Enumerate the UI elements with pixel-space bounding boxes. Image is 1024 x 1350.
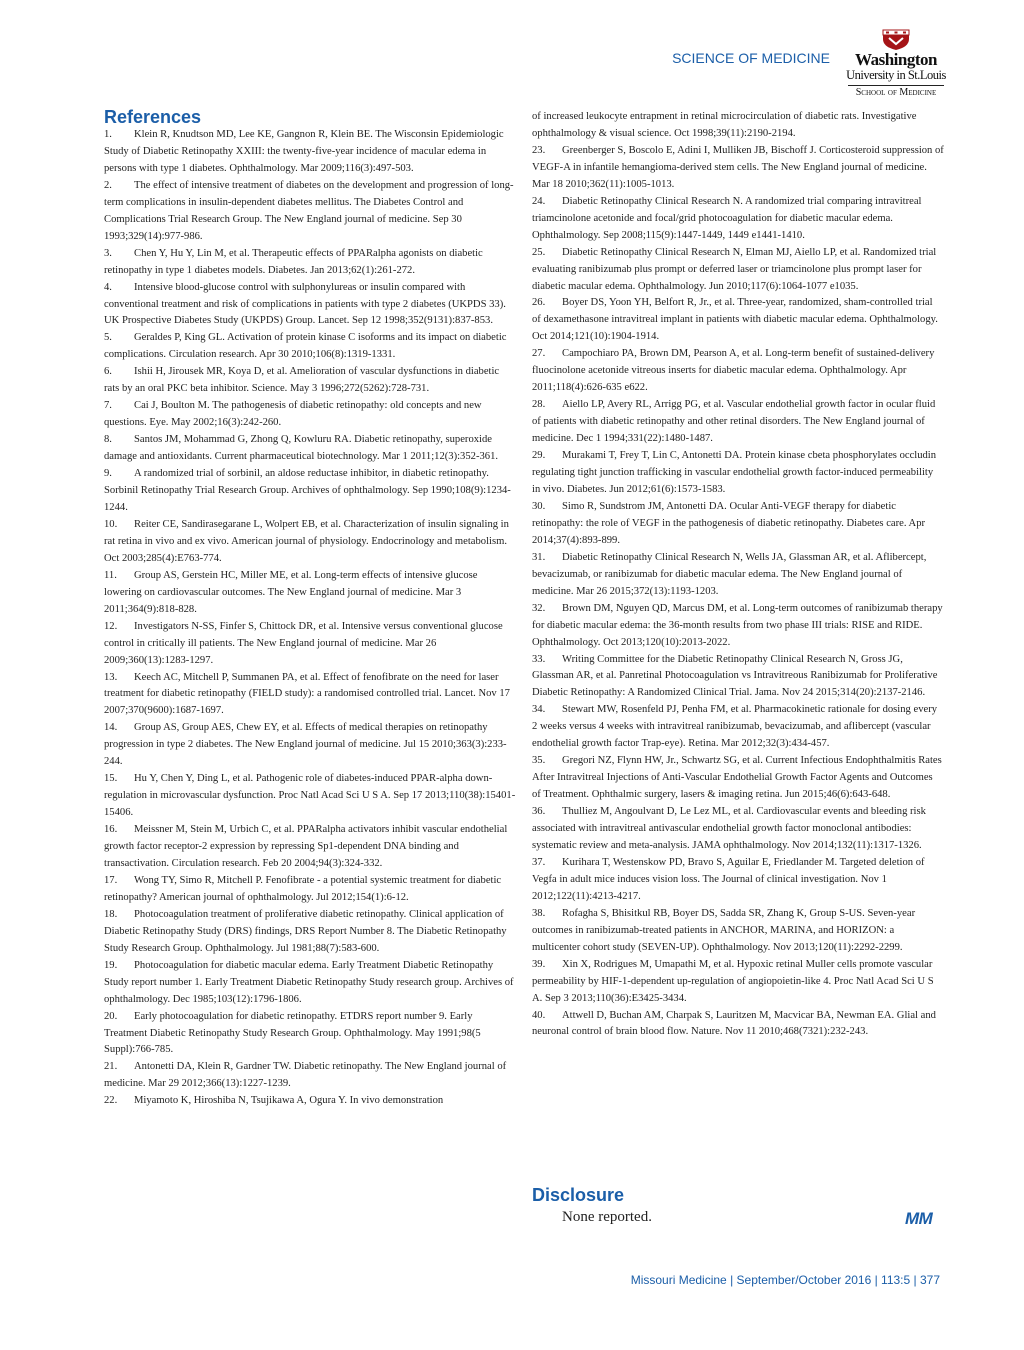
reference-item <box>532 448 944 499</box>
reference-text: Photocoagulation treatment of proliferative diabetic retinopathy. Clinical application of Diabetic Retinopathy Study (DRS) findings, DRS Report Number 8. The Diabetic Retinopathy Study Research Group. Ophthalmology. Jul 1981;88(7):583-600. <box>104 908 507 954</box>
reference-item <box>532 245 944 296</box>
reference-text: Greenberger S, Boscolo E, Adini I, Mulliken JB, Bischoff J. Corticosteroid suppression of VEGF-A in infantile hemangioma-derived stem cells. The New England journal of medicine. Mar 18 2010;362(11):1005-1013. <box>532 144 944 190</box>
reference-text: Simo R, Sundstrom JM, Antonetti DA. Ocular Anti-VEGF therapy for diabetic retinopathy: the role of VEGF in the pathogenesis of diabetic retinopathy. Diabetes care. Apr 2014;37(4):893-899. <box>532 500 926 546</box>
reference-number: 21. <box>104 1061 118 1073</box>
reference-text: Boyer DS, Yoon YH, Belfort R, Jr., et al. Three-year, randomized, sham-controlled trial of dexamethasone intravitreal implant in patients with diabetic macular edema. Ophthalmology. Oct 2014;121(10):1904-1914. <box>532 297 938 343</box>
reference-number: 39. <box>532 958 546 970</box>
reference-item <box>532 295 944 346</box>
reference-text: A randomized trial of sorbinil, an aldose reductase inhibitor, in diabetic retinopathy. Sorbinil Retinopathy Trial Research Group. Archives of ophthalmology. Sep 1990;108(9):1234-1244. <box>104 468 511 513</box>
reference-item <box>104 127 516 178</box>
university-shield-icon <box>881 29 911 51</box>
reference-item <box>104 907 516 958</box>
reference-item <box>532 753 944 804</box>
disclosure-heading: Disclosure <box>532 1185 625 1205</box>
reference-continuation: of increased leukocyte entrapment in retinal microcirculation of diabetic rats. Investigative ophthalmology & visual science. Oct 1998;39(11):2190-2194. <box>532 111 917 139</box>
references-right-column <box>532 109 944 1041</box>
reference-item <box>532 957 944 1008</box>
reference-item <box>104 1009 516 1060</box>
reference-text: Attwell D, Buchan AM, Charpak S, Lauritzen M, Macvicar BA, Newman EA. Glial and neuronal control of brain blood flow. Nature. Nov 11 2010;468(7321):232-243. <box>532 1009 936 1038</box>
reference-number: 9. <box>104 468 112 480</box>
reference-item <box>532 194 944 245</box>
reference-text: Reiter CE, Sandirasegarane L, Wolpert EB, et al. Characterization of insulin signaling in rat retina in vivo and ex vivo. American journal of physiology. Endocrinology and metabolism. Oct 2003;285(4):E763-774. <box>104 518 509 564</box>
reference-item <box>532 143 944 194</box>
university-subtitle: University in St.Louis <box>846 68 946 82</box>
reference-number: 22. <box>104 1095 118 1107</box>
reference-item <box>532 601 944 652</box>
reference-text: Miyamoto K, Hiroshiba N, Tsujikawa A, Ogura Y. In vivo demonstration <box>134 1095 444 1107</box>
reference-item <box>104 246 516 280</box>
reference-number: 18. <box>104 908 118 920</box>
reference-text: Meissner M, Stein M, Urbich C, et al. PPARalpha activators inhibit vascular endothelial growth factor receptor-2 expression by repressing Sp1-dependent DNA binding and transactivation. Circulation research. Feb 20 2004;94(3):324-332. <box>104 824 508 869</box>
reference-item <box>104 466 516 517</box>
reference-number: 20. <box>104 1010 118 1022</box>
reference-number: 27. <box>532 348 546 360</box>
end-mark: MM <box>905 1209 933 1228</box>
reference-item <box>104 873 516 907</box>
reference-text: Diabetic Retinopathy Clinical Research N. A randomized trial comparing intravitreal triamcinolone acetonide and focal/grid photocoagulation for diabetic macular edema. Ophthalmology. Sep 2008;115(9):1447-1449, 1449 e1441-1410. <box>532 195 922 241</box>
disclosure-section <box>532 1186 944 1226</box>
reference-item <box>532 346 944 397</box>
reference-item <box>104 517 516 568</box>
references-left-column <box>104 108 516 1110</box>
reference-text: Antonetti DA, Klein R, Gardner TW. Diabetic retinopathy. The New England journal of medicine. Mar 29 2012;366(13):1227-1239. <box>104 1061 507 1090</box>
reference-number: 2. <box>104 179 112 191</box>
page-footer: Missouri Medicine | September/October 2016 | 113:5 | 377 <box>630 1273 940 1287</box>
reference-text: Thulliez M, Angoulvant D, Le Lez ML, et al. Cardiovascular events and bleeding risk associated with intravitreal antivascular endothelial growth factor monoclonal antibodies: systematic review and meta-analysis. JAMA ophthalmology. Nov 2014;132(11):1317-1326. <box>532 806 926 851</box>
reference-number: 14. <box>104 722 118 734</box>
reference-item <box>532 804 944 855</box>
reference-text: Hu Y, Chen Y, Ding L, et al. Pathogenic role of diabetes-induced PPAR-alpha down-regulation in microvascular dysfunction. Proc Natl Acad Sci U S A. Sep 17 2013;110(38):15401-15406. <box>104 773 516 819</box>
references-heading: References <box>104 107 202 127</box>
reference-text: Campochiaro PA, Brown DM, Pearson A, et al. Long-term benefit of sustained-delivery fluocinolone acetonide vitreous inserts for diabetic macular edema. Ophthalmology. Apr 2011;118(4):626-635 e622. <box>532 348 935 394</box>
reference-number: 40. <box>532 1009 546 1021</box>
reference-text: Early photocoagulation for diabetic retinopathy. ETDRS report number 9. Early Treatment Diabetic Retinopathy Study Research Group. Ophthalmology. May 1991;98(5 Suppl):766-785. <box>104 1010 481 1056</box>
reference-text: Investigators N-SS, Finfer S, Chittock DR, et al. Intensive versus conventional glucose control in critically ill patients. The New England journal of medicine. Mar 26 2009;360(13):1283-1297. <box>104 620 503 666</box>
reference-number: 25. <box>532 246 546 258</box>
reference-text: Diabetic Retinopathy Clinical Research N, Elman MJ, Aiello LP, et al. Randomized trial evaluating ranibizumab plus prompt or deferred laser or triamcinolone plus prompt laser for diabetic macular edema. Ophthalmology. Jun 2010;117(6):1064-1077 e1035. <box>532 246 937 292</box>
reference-number: 31. <box>532 551 546 563</box>
reference-text: Chen Y, Hu Y, Lin M, et al. Therapeutic effects of PPARalpha agonists on diabetic retinopathy in type 1 diabetes models. Diabetes. Jan 2013;62(1):261-272. <box>104 247 483 276</box>
reference-number: 38. <box>532 907 546 919</box>
reference-item <box>104 1093 516 1110</box>
disclosure-text: None reported. <box>562 1209 652 1225</box>
reference-number: 16. <box>104 824 118 836</box>
reference-item <box>532 397 944 448</box>
reference-item <box>532 499 944 550</box>
reference-number: 3. <box>104 247 112 259</box>
reference-number: 24. <box>532 195 546 207</box>
reference-text: Klein R, Knudtson MD, Lee KE, Gangnon R, Klein BE. The Wisconsin Epidemiologic Study of Diabetic Retinopathy XXIII: the twenty-five-year incidence of macular edema in persons with type 1 diabetes. Ophthalmology. Mar 2009;116(3):497-503. <box>104 129 504 174</box>
reference-number: 35. <box>532 755 546 767</box>
reference-text: The effect of intensive treatment of diabetes on the development and progression of long-term complications in insulin-dependent diabetes mellitus. The Diabetes Control and Complications Trial Research Group. The New England journal of medicine. Sep 30 1993;329(14):977-986. <box>104 179 514 242</box>
reference-number: 17. <box>104 874 118 886</box>
reference-number: 34. <box>532 704 546 716</box>
reference-item <box>104 178 516 246</box>
reference-text: Stewart MW, Rosenfeld PJ, Penha FM, et al. Pharmacokinetic rationale for dosing every 2 weeks versus 4 weeks with intravitreal ranibizumab, bevacizumab, and aflibercept (vascular endothelial growth factor Trap-eye). Retina. Mar 2012;32(3):434-457. <box>532 704 938 750</box>
reference-number: 28. <box>532 399 546 411</box>
reference-number: 30. <box>532 500 546 512</box>
reference-item <box>104 822 516 873</box>
reference-text: Geraldes P, King GL. Activation of protein kinase C isoforms and its impact on diabetic complications. Circulation research. Apr 30 2010;106(8):1319-1331. <box>104 332 507 361</box>
reference-number: 23. <box>532 144 546 156</box>
reference-number: 37. <box>532 856 546 868</box>
reference-text: Rofagha S, Bhisitkul RB, Boyer DS, Sadda SR, Zhang K, Group S-US. Seven-year outcomes in ranibizumab-treated patients in ANCHOR, MARINA, and HORIZON: a multicenter cohort study (SEVEN-UP). Ophthalmology. Nov 2013;120(11):2292-2299. <box>532 907 916 953</box>
reference-text: Ishii H, Jirousek MR, Koya D, et al. Amelioration of vascular dysfunctions in diabetic rats by an oral PKC beta inhibitor. Science. May 3 1996;272(5262):728-731. <box>104 366 500 395</box>
reference-text: Brown DM, Nguyen QD, Marcus DM, et al. Long-term outcomes of ranibizumab therapy for diabetic macular edema: the 36-month results from two phase III trials: RISE and RIDE. Ophthalmology. Oct 2013;120(10):2013-2022. <box>532 602 943 648</box>
reference-text: Group AS, Gerstein HC, Miller ME, et al. Long-term effects of intensive glucose lowering on cardiovascular outcomes. The New England journal of medicine. Mar 3 2011;364(9):818-828. <box>104 569 478 615</box>
university-name: Washington <box>855 50 937 69</box>
reference-number: 36. <box>532 806 546 818</box>
reference-text: Wong TY, Simo R, Mitchell P. Fenofibrate - a potential systemic treatment for diabetic retinopathy? American journal of ophthalmology. Jul 2012;154(1):6-12. <box>104 874 502 903</box>
reference-text: Writing Committee for the Diabetic Retinopathy Clinical Research N, Gross JG, Glassman AR, et al. Panretinal Photocoagulation vs Intravitreous Ranibizumab for Proliferative Diabetic Retinopathy: A Randomized Clinical Trial. Jama. Nov 24 2015;314(20):2137-2146. <box>532 653 938 699</box>
reference-number: 15. <box>104 773 118 785</box>
reference-item <box>532 1008 944 1042</box>
reference-number: 29. <box>532 450 546 462</box>
reference-number: 11. <box>104 569 117 581</box>
reference-item <box>104 568 516 619</box>
reference-text: Kurihara T, Westenskow PD, Bravo S, Aguilar E, Friedlander M. Targeted deletion of Vegfa in adult mice induces vision loss. The Journal of clinical investigation. Nov 1 2012;122(11):4213-4217. <box>532 856 925 902</box>
reference-text: Photocoagulation for diabetic macular edema. Early Treatment Diabetic Retinopathy Study report number 1. Early Treatment Diabetic Retinopathy Study research group. Archives of ophthalmology. Dec 1985;103(12):1796-1806. <box>104 959 514 1005</box>
reference-item <box>532 550 944 601</box>
reference-text: Gregori NZ, Flynn HW, Jr., Schwartz SG, et al. Current Infectious Endophthalmitis Rates After Intravitreal Injections of Anti-Vascular Endothelial Growth Factor Agents and Outcomes of Treatment. Ophthalmic surgery, lasers & imaging retina. Jun 2015;46(6):643-648. <box>532 755 942 801</box>
reference-text: Keech AC, Mitchell P, Summanen PA, et al. Effect of fenofibrate on the need for laser treatment for diabetic retinopathy (FIELD study): a randomised controlled trial. Lancet. Nov 17 2007;370(9600):1687-1697. <box>104 671 510 717</box>
reference-item <box>104 771 516 822</box>
reference-item <box>532 702 944 753</box>
reference-text: Cai J, Boulton M. The pathogenesis of diabetic retinopathy: old concepts and new questions. Eye. May 2002;16(3):242-260. <box>104 400 482 429</box>
reference-number: 6. <box>104 366 112 378</box>
reference-item <box>532 652 944 703</box>
reference-number: 33. <box>532 653 546 665</box>
reference-number: 10. <box>104 518 118 530</box>
reference-number: 4. <box>104 281 112 293</box>
reference-number: 7. <box>104 400 112 412</box>
reference-number: 1. <box>104 129 112 140</box>
reference-item <box>104 330 516 364</box>
reference-number: 13. <box>104 671 118 683</box>
reference-text: Xin X, Rodrigues M, Umapathi M, et al. Hypoxic retinal Muller cells promote vascular permeability by HIF-1-dependent up-regulation of angiopoietin-like 4. Proc Natl Acad Sci U S A. Sep 3 2013;110(36):E3425-3434. <box>532 958 934 1004</box>
logo-divider <box>848 85 944 86</box>
reference-text: Aiello LP, Avery RL, Arrigg PG, et al. Vascular endothelial growth factor in ocular fluid of patients with diabetic retinopathy and other retinal disorders. The New England journal of medicine. Dec 1 1994;331(22):1480-1487. <box>532 399 936 445</box>
reference-text: Intensive blood-glucose control with sulphonylureas or insulin compared with conventional treatment and risk of complications in patients with type 2 diabetes (UKPDS 33). UK Prospective Diabetes Study (UKPDS) Group. Lancet. Sep 12 1998;352(9131):837-853. <box>104 281 506 327</box>
reference-item <box>104 432 516 466</box>
reference-text: Diabetic Retinopathy Clinical Research N, Wells JA, Glassman AR, et al. Aflibercept, bevacizumab, or ranibizumab for diabetic macular edema. The New England journal of medicine. Mar 26 2015;372(13):1193-1203. <box>532 551 927 597</box>
reference-text: Group AS, Group AES, Chew EY, et al. Effects of medical therapies on retinopathy progression in type 2 diabetes. The New England journal of medicine. Jul 15 2010;363(3):233-244. <box>104 722 507 768</box>
reference-number: 5. <box>104 332 112 344</box>
reference-number: 32. <box>532 602 546 614</box>
section-title: SCIENCE OF MEDICINE <box>672 50 830 66</box>
reference-number: 12. <box>104 620 118 632</box>
reference-item <box>104 720 516 771</box>
reference-item <box>104 280 516 331</box>
reference-text: Murakami T, Frey T, Lin C, Antonetti DA. Protein kinase cbeta phosphorylates occludin regulating tight junction trafficking in vascular endothelial growth factor-induced permeability in vivo. Diabetes. Jun 2012;61(6):1573-1583. <box>532 450 937 495</box>
reference-text: Santos JM, Mohammad G, Zhong Q, Kowluru RA. Diabetic retinopathy, superoxide damage and antioxidants. Current pharmaceutical biotechnology. Mar 1 2011;12(3):352-361. <box>104 434 499 463</box>
reference-item <box>532 906 944 957</box>
reference-item <box>104 364 516 398</box>
reference-number: 19. <box>104 959 118 971</box>
school-name: School of Medicine <box>855 87 937 98</box>
reference-item <box>104 1059 516 1093</box>
reference-item <box>104 398 516 432</box>
reference-item <box>104 619 516 670</box>
reference-item <box>104 958 516 1009</box>
reference-item <box>104 670 516 721</box>
reference-number: 8. <box>104 434 112 446</box>
reference-item <box>532 855 944 906</box>
reference-number: 26. <box>532 297 546 309</box>
